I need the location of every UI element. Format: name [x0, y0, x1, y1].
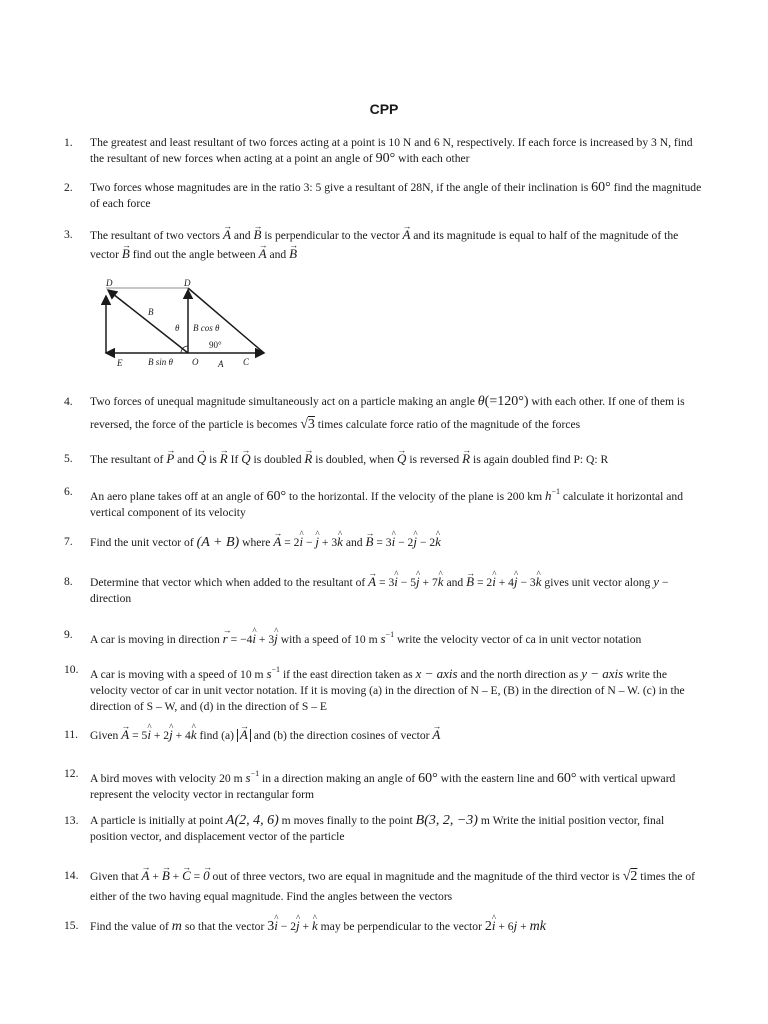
- question-number: 8.: [64, 575, 73, 588]
- question-number: 10.: [64, 663, 79, 676]
- question-text: Determine that vector which when added to the resultant of → A = 3^ i − 5^ j + 7^ k and → B = 2^ i + 4^ j − 3^ k gives unit vector along y − direction: [90, 574, 704, 607]
- question-14: [64, 866, 704, 907]
- question-number: 14.: [64, 869, 79, 882]
- page-title: CPP: [369, 101, 399, 117]
- question-9: [64, 627, 704, 648]
- question-1: [64, 135, 704, 167]
- question-number: 3.: [64, 228, 73, 241]
- question-2: [64, 180, 704, 212]
- question-text: A particle is initially at point A(2, 4, 6) m moves finally to the point B(3, 2, −3) m Write the initial position vector, final position vector, and displacement vector of the particle: [90, 813, 665, 843]
- question-number: 15.: [64, 919, 79, 932]
- label-bsin: B sin θ: [148, 357, 173, 367]
- label-c: C: [243, 357, 250, 367]
- label-e: E: [117, 358, 123, 368]
- label-bcos: B cos θ: [193, 323, 220, 333]
- question-text: A bird moves with velocity 20 m $s^{-1}$ in a direction making an angle of 60° with the eastern line and 60° with vertical upward represent the velocity vector in rectangular form: [90, 769, 676, 801]
- question-text: Find the unit vector of (A + B) where → A = 2^ i − ^ j + 3^ k and → B = 3^ i − 2^ j − 2^ k: [90, 534, 704, 551]
- question-number: 4.: [64, 395, 73, 408]
- label-d-right: D: [184, 278, 191, 288]
- question-3: [64, 226, 704, 264]
- question-number: 12.: [64, 767, 79, 780]
- label-o: O: [192, 357, 199, 367]
- question-text: An aero plane takes off at an angle of 60° to the horizontal. If the velocity of the plane is 200 km $h^{-1}$ calculate it horizontal and vertical component of its velocity: [90, 487, 683, 519]
- label-d-left: D: [106, 278, 113, 288]
- question-text: Find the value of m so that the vector 3^ i − 2^ j + ^ k may be perpendicular to the vector 2^ i + 6j + mk: [90, 918, 704, 935]
- question-11: [64, 727, 704, 744]
- question-6: [64, 484, 704, 521]
- arrow-ob: [108, 290, 188, 353]
- question-number: 7.: [64, 535, 73, 548]
- question-text: Given that → A + → B + → C = → 0 out of three vectors, two are equal in magnitude and the magnitude of the third vector is √2 times the of either of the two having equal magnitude. Find the angles between the vectors: [90, 866, 704, 907]
- label-theta: θ: [175, 323, 180, 333]
- question-number: 1.: [64, 136, 73, 149]
- question-10: [64, 662, 704, 715]
- question-5: [64, 451, 704, 468]
- question-text: The resultant of two vectors → A and → B is perpendicular to the vector → A and its magnitude is equal to half of the magnitude of the vector → B find out the angle between → A and → B: [90, 226, 704, 264]
- vector-diagram: [98, 276, 278, 372]
- question-number: 11.: [64, 728, 79, 741]
- label-90: 90°: [209, 340, 222, 350]
- question-text: A car is moving with a speed of 10 m $s^{-1}$ if the east direction taken as x − axis and the north direction as y − axis write the velocity vector of car in unit vector notation. If it is moving (a) in the direction of N – E, (B) in the direction of N – W. (c) in the direction of S – W, and (d) in the direction of S – E: [90, 665, 685, 713]
- question-text: Two forces of unequal magnitude simultaneously act on a particle making an angle θ(=120°) with each other. If one of them is reversed, the force of the particle is becomes √3 times calculate force ratio of the magnitude of the forces: [90, 394, 685, 432]
- question-text: The resultant of → P and → Q is → R If → Q is doubled → R is doubled, when → Q is reversed → R is again doubled find P: Q: R: [90, 451, 704, 468]
- question-text: Two forces whose magnitudes are in the ratio 3: 5 give a resultant of 28N, if the angle of their inclination is 60° find the magnitude of each force: [90, 180, 702, 210]
- question-number: 13.: [64, 814, 79, 827]
- question-text: The greatest and least resultant of two forces acting at a point is 10 N and 6 N, respectively. If each force is increased by 3 N, find the resultant of new forces when acting at a point an angle of 90° with each other: [90, 136, 693, 166]
- question-text: Given → A = 5^ i + 2^ j + 4^ k find (a) → A and (b) the direction cosines of vector → A: [90, 727, 704, 744]
- question-number: 9.: [64, 628, 73, 641]
- question-number: 2.: [64, 181, 73, 194]
- label-a: A: [218, 359, 224, 369]
- question-number: 6.: [64, 485, 73, 498]
- question-8: [64, 574, 704, 607]
- line-dc: [188, 288, 264, 353]
- question-text: A car is moving in direction → r = −4^ i + 3^ j with a speed of 10 m $s^{-1}$ write the velocity vector of ca in unit vector notation: [90, 627, 704, 648]
- question-12: [64, 766, 704, 803]
- label-b: B: [148, 307, 154, 317]
- question-number: 5.: [64, 452, 73, 465]
- question-13: [64, 813, 704, 845]
- question-7: [64, 534, 704, 551]
- question-4: [64, 390, 704, 436]
- question-15: [64, 918, 704, 935]
